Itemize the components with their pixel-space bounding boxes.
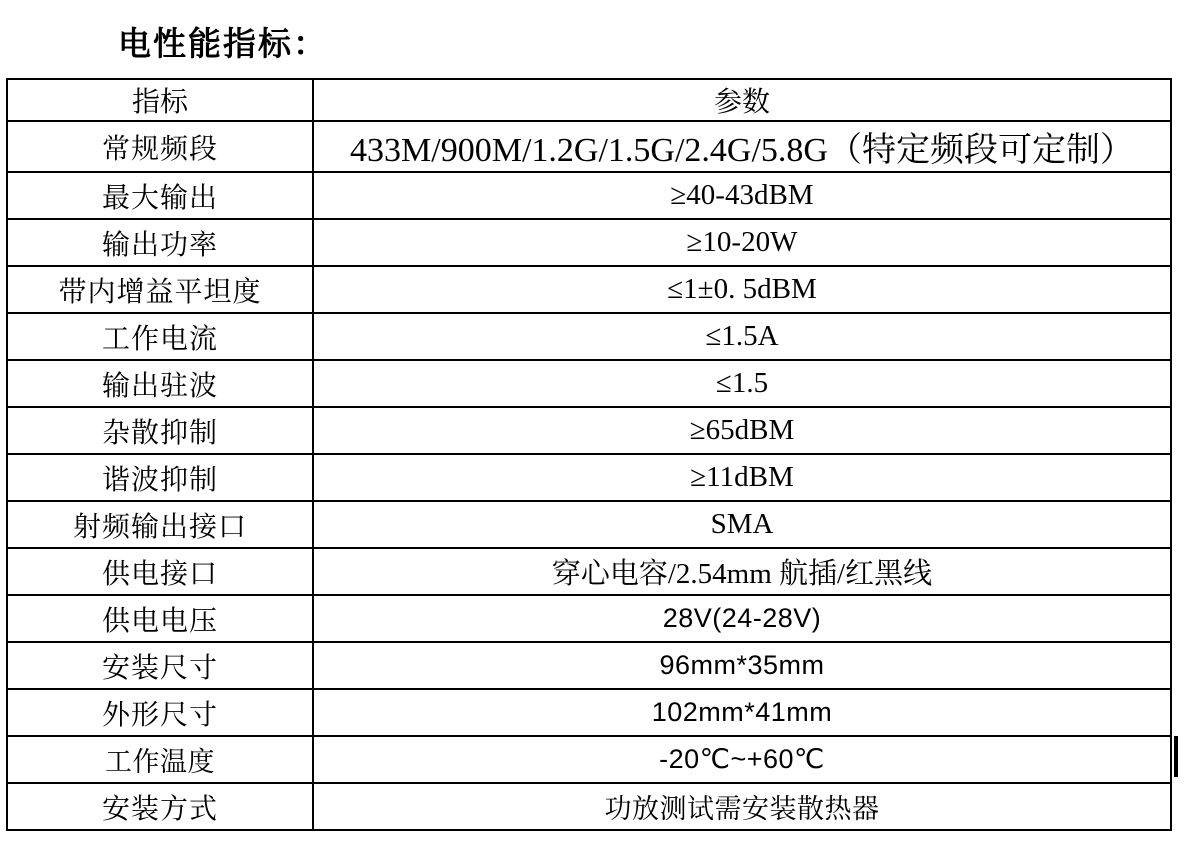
row-label: 工作温度 <box>7 736 313 783</box>
table-row <box>7 642 1171 689</box>
row-label: 带内增益平坦度 <box>7 266 313 313</box>
table-row <box>7 407 1171 454</box>
row-label: 工作电流 <box>7 313 313 360</box>
table-row <box>7 736 1171 783</box>
table-row <box>7 548 1171 595</box>
page-title: 电性能指标： <box>118 27 328 63</box>
row-label: 输出功率 <box>7 219 313 266</box>
row-label: 最大输出 <box>7 172 313 219</box>
row-value: ≥10-20W <box>313 219 1171 266</box>
row-value: SMA <box>313 501 1171 548</box>
table-row <box>7 360 1171 407</box>
row-value: ≥11dBM <box>313 454 1171 501</box>
row-value: ≥40-43dBM <box>313 172 1171 219</box>
table-row <box>7 219 1171 266</box>
row-value: 功放测试需安装散热器 <box>313 783 1171 830</box>
row-label: 谐波抑制 <box>7 454 313 501</box>
table-row <box>7 313 1171 360</box>
row-value: ≥65dBM <box>313 407 1171 454</box>
table-row <box>7 266 1171 313</box>
row-label: 输出驻波 <box>7 360 313 407</box>
header-parameter: 参数 <box>313 79 1171 121</box>
row-value: ≤1±0. 5dBM <box>313 266 1171 313</box>
row-label: 供电电压 <box>7 595 313 642</box>
row-label: 常规频段 <box>7 121 313 172</box>
header-indicator: 指标 <box>7 79 313 121</box>
row-value: 28V(24-28V) <box>313 595 1171 642</box>
table-row <box>7 501 1171 548</box>
table-row <box>7 689 1171 736</box>
table-row <box>7 595 1171 642</box>
table-body <box>7 121 1171 830</box>
row-label: 安装尺寸 <box>7 642 313 689</box>
row-value: 433M/900M/1.2G/1.5G/2.4G/5.8G（特定频段可定制） <box>313 121 1171 172</box>
row-value: 96mm*35mm <box>313 642 1171 689</box>
table-row <box>7 121 1171 172</box>
table-row <box>7 454 1171 501</box>
row-value: 102mm*41mm <box>313 689 1171 736</box>
table-row <box>7 172 1171 219</box>
row-value: 穿心电容/2.54mm 航插/红黑线 <box>313 548 1171 595</box>
row-value: ≤1.5A <box>313 313 1171 360</box>
spec-table <box>6 78 1172 831</box>
row-label: 供电接口 <box>7 548 313 595</box>
row-label: 射频输出接口 <box>7 501 313 548</box>
row-value: ≤1.5 <box>313 360 1171 407</box>
row-label: 安装方式 <box>7 783 313 830</box>
row-label: 杂散抑制 <box>7 407 313 454</box>
text-cursor-artifact <box>1174 736 1178 777</box>
row-label: 外形尺寸 <box>7 689 313 736</box>
table-header-row <box>7 79 1171 121</box>
table-row <box>7 783 1171 830</box>
row-value: -20℃~+60℃ <box>313 736 1171 783</box>
